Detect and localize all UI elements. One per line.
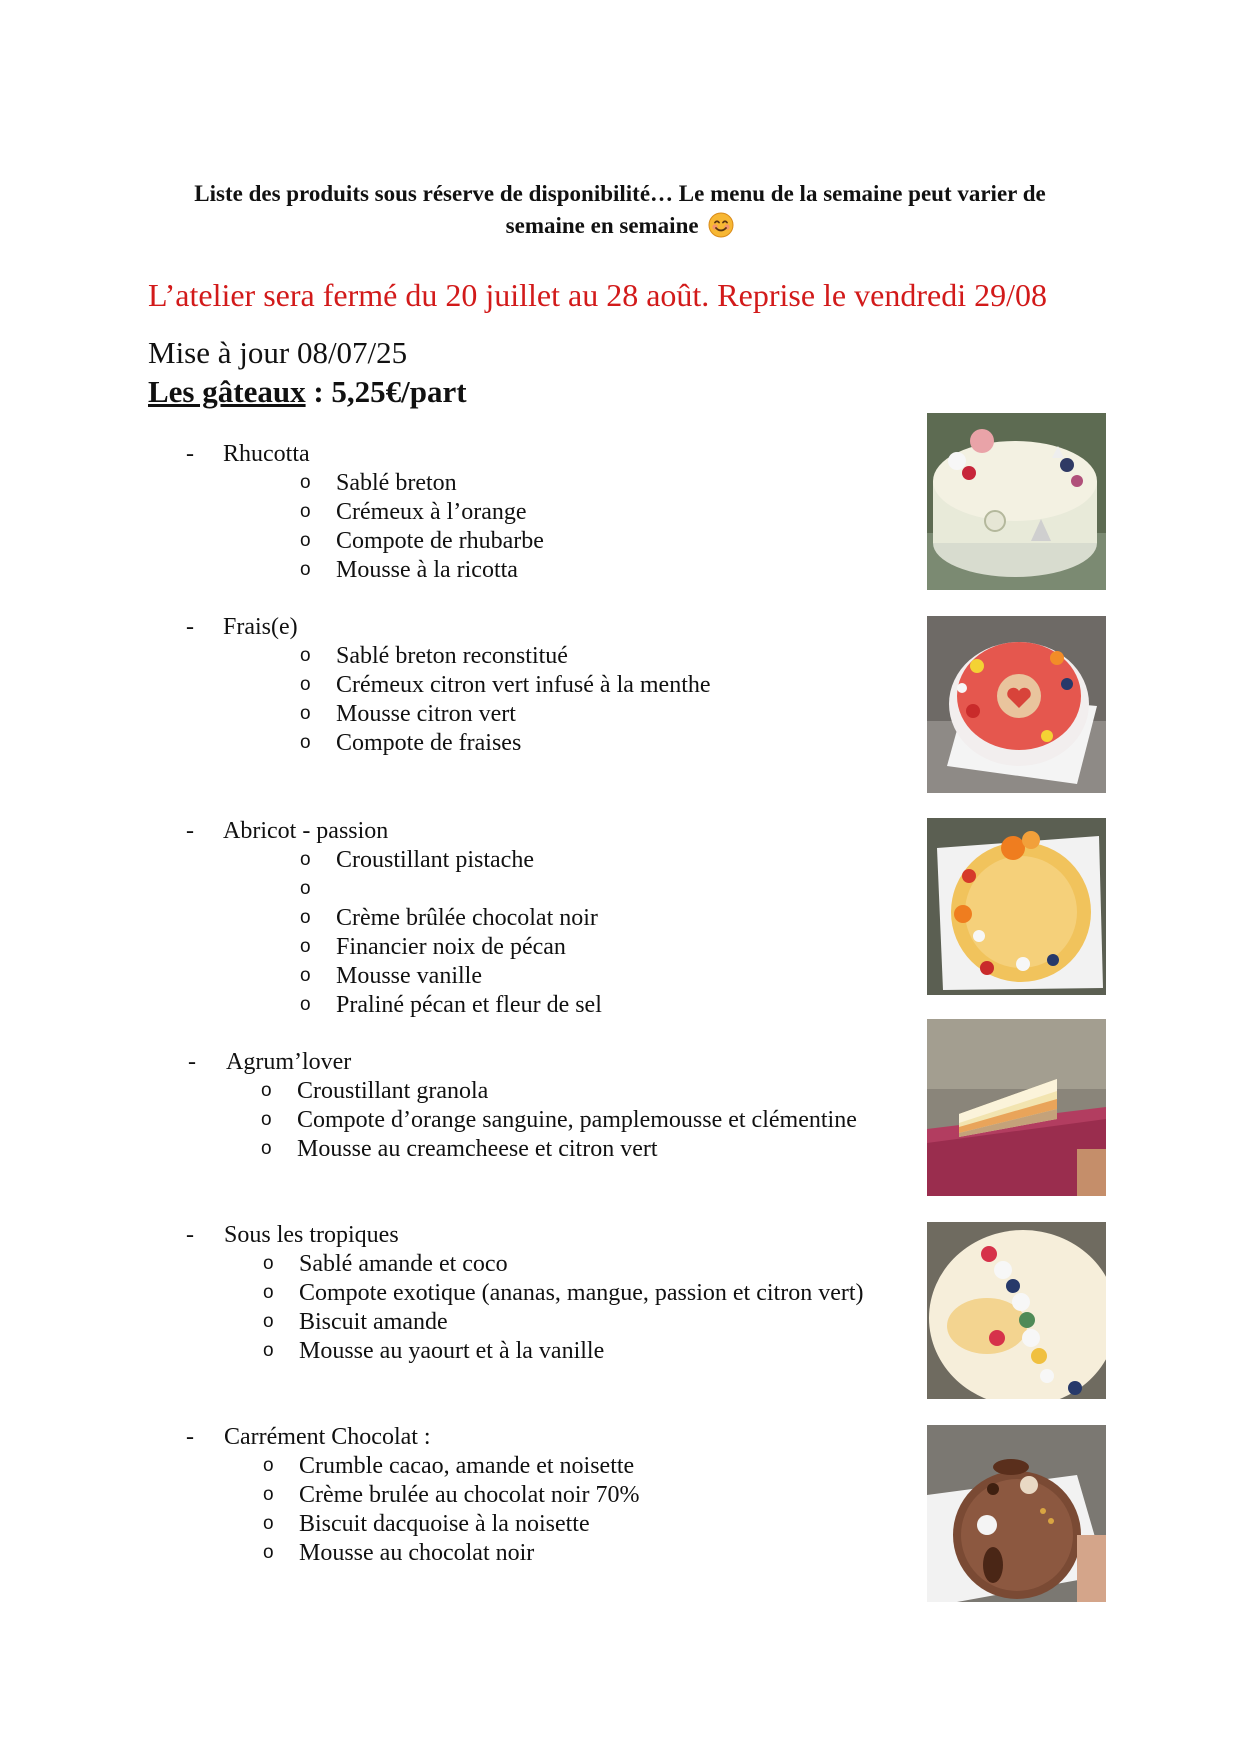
bullet-circle-icon: o	[263, 1484, 274, 1505]
cake-photo-sous-les-tropiques	[927, 1222, 1106, 1399]
bullet-circle-icon: o	[263, 1311, 274, 1332]
cake-photo-abricot-passion	[927, 818, 1106, 995]
component-label: Mousse au creamcheese et citron vert	[297, 1136, 658, 1162]
bullet-circle-icon: o	[300, 849, 311, 870]
bullet-circle-icon: o	[263, 1513, 274, 1534]
component-label: Mousse au yaourt et à la vanille	[299, 1338, 605, 1364]
smiling-face-icon	[708, 212, 734, 238]
intro-line-2	[140, 210, 1100, 242]
component-label: Mousse à la ricotta	[336, 557, 518, 583]
list-dash: -	[186, 1424, 194, 1450]
component-label: Crémeux citron vert infusé à la menthe	[336, 672, 711, 698]
bullet-circle-icon: o	[263, 1455, 274, 1476]
cake-name-label: Frais(e)	[223, 614, 298, 640]
bullet-circle-icon: o	[261, 1080, 272, 1101]
bullet-circle-icon: o	[300, 501, 311, 522]
cake-photo-agrumlover	[927, 1019, 1106, 1196]
update-date: Mise à jour 08/07/25	[148, 335, 408, 370]
section-price: : 5,25€/part	[305, 374, 467, 409]
bullet-circle-icon: o	[263, 1542, 274, 1563]
cake-name-label: Abricot - passion	[223, 818, 389, 844]
component-label: Compote d’orange sanguine, pamplemousse et clémentine	[297, 1107, 857, 1133]
component-label: Compote de rhubarbe	[336, 528, 544, 554]
bullet-circle-icon: o	[300, 674, 311, 695]
list-dash: -	[186, 614, 194, 640]
list-dash: -	[188, 1049, 196, 1075]
component-label: Financier noix de pécan	[336, 934, 566, 960]
component-label: Biscuit amande	[299, 1309, 448, 1335]
bullet-circle-icon: o	[263, 1340, 274, 1361]
section-title-label: Les gâteaux	[148, 374, 306, 409]
intro-notice	[140, 178, 1100, 242]
component-label: Sablé breton reconstitué	[336, 643, 568, 669]
cake-photo-fraise	[927, 616, 1106, 793]
bullet-circle-icon: o	[300, 732, 311, 753]
bullet-circle-icon: o	[300, 965, 311, 986]
cake-photo-rhucotta	[927, 413, 1106, 590]
component-label: Compote exotique (ananas, mangue, passion et citron vert)	[299, 1280, 864, 1306]
bullet-circle-icon: o	[300, 530, 311, 551]
list-dash: -	[186, 818, 194, 844]
bullet-circle-icon: o	[263, 1253, 274, 1274]
bullet-circle-icon: o	[261, 1109, 272, 1130]
component-label: Biscuit dacquoise à la noisette	[299, 1511, 590, 1537]
section-title	[148, 372, 467, 412]
intro-line-1: Liste des produits sous réserve de disponibilité… Le menu de la semaine peut varier de	[194, 181, 1046, 206]
closure-notice: L’atelier sera fermé du 20 juillet au 28 août. Reprise le vendredi 29/08	[148, 277, 1047, 313]
component-label: Praliné pécan et fleur de sel	[336, 992, 602, 1018]
list-dash: -	[186, 1222, 194, 1248]
component-label: Sablé breton	[336, 470, 457, 496]
component-label: Mousse vanille	[336, 963, 482, 989]
cake-name-label: Rhucotta	[223, 441, 310, 467]
bullet-circle-icon: o	[263, 1282, 274, 1303]
component-label: Crumble cacao, amande et noisette	[299, 1453, 635, 1479]
component-label: Compote de fraises	[336, 730, 522, 756]
component-label: Mousse au chocolat noir	[299, 1540, 535, 1566]
bullet-circle-icon: o	[300, 472, 311, 493]
component-label: Crème brulée au chocolat noir 70%	[299, 1482, 640, 1508]
bullet-circle-icon: o	[300, 878, 311, 899]
cake-name-label: Sous les tropiques	[224, 1222, 399, 1248]
component-label: Crème brûlée chocolat noir	[336, 905, 598, 931]
bullet-circle-icon: o	[300, 936, 311, 957]
cake-photo-carrement-chocolat	[927, 1425, 1106, 1602]
component-label: Croustillant pistache	[336, 847, 534, 873]
bullet-circle-icon: o	[261, 1138, 272, 1159]
component-label: Crémeux à l’orange	[336, 499, 527, 525]
cake-name-label: Carrément Chocolat :	[224, 1424, 431, 1450]
component-label: Mousse citron vert	[336, 701, 516, 727]
component-label: Sablé amande et coco	[299, 1251, 508, 1277]
cake-name-label: Agrum’lover	[226, 1049, 352, 1075]
bullet-circle-icon: o	[300, 559, 311, 580]
intro-line-2-text: semaine en semaine	[505, 213, 699, 238]
bullet-circle-icon: o	[300, 994, 311, 1015]
list-dash: -	[186, 441, 194, 467]
bullet-circle-icon: o	[300, 703, 311, 724]
bullet-circle-icon: o	[300, 645, 311, 666]
bullet-circle-icon: o	[300, 907, 311, 928]
component-label: Croustillant granola	[297, 1078, 489, 1104]
